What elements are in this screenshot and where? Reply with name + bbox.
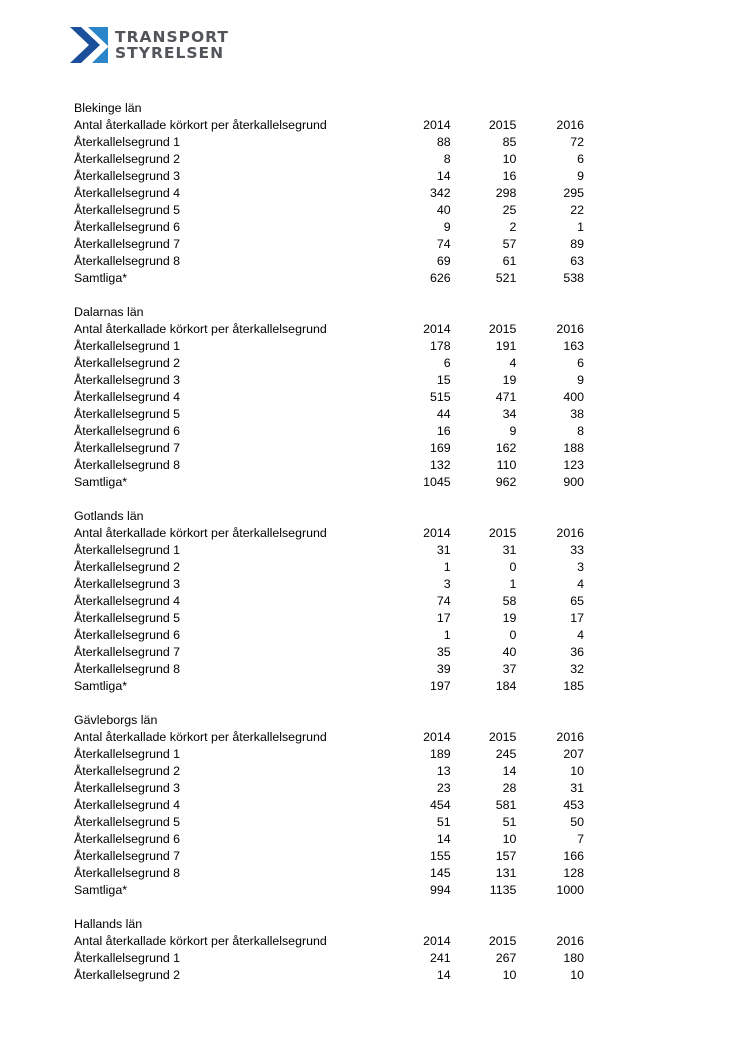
- row-label: Samtliga*: [74, 679, 128, 693]
- row-value: 23: [436, 781, 451, 795]
- row-value: 34: [502, 407, 517, 421]
- year-header: 2015: [488, 118, 517, 132]
- row-value: 88: [436, 135, 451, 149]
- table-row: [74, 559, 584, 576]
- row-value: 4: [509, 356, 517, 370]
- row-label: Återkallelsegrund 5: [74, 611, 181, 625]
- year-header: 2016: [556, 118, 584, 132]
- table-row: [74, 950, 584, 967]
- table-row: [74, 270, 584, 287]
- row-value: 69: [436, 254, 451, 268]
- row-value: 74: [436, 594, 451, 608]
- table-header-row: [74, 729, 584, 746]
- row-label: Återkallelsegrund 3: [74, 781, 181, 795]
- row-label: Återkallelsegrund 6: [74, 628, 181, 642]
- table-row: [74, 134, 584, 151]
- county-title: [74, 916, 584, 933]
- county-section: [74, 508, 584, 695]
- table-header-row: [74, 117, 584, 134]
- row-value: 295: [563, 186, 584, 200]
- row-value: 166: [563, 849, 584, 863]
- row-value: 89: [570, 237, 584, 251]
- row-value: 471: [495, 390, 517, 404]
- table-row: [74, 338, 584, 355]
- table-row: [74, 219, 584, 236]
- row-value: 9: [577, 169, 584, 183]
- row-value: 626: [430, 271, 451, 285]
- row-value: 51: [436, 815, 451, 829]
- row-value: 298: [495, 186, 517, 200]
- row-value: 74: [436, 237, 451, 251]
- row-value: 14: [436, 968, 451, 982]
- row-value: 85: [502, 135, 517, 149]
- county-section: [74, 304, 584, 491]
- table-row: [74, 202, 584, 219]
- year-header: 2016: [556, 322, 584, 336]
- county-title: [74, 712, 584, 729]
- row-value: 2: [509, 220, 517, 234]
- row-label: Återkallelsegrund 5: [74, 407, 181, 421]
- row-value: 163: [563, 339, 584, 353]
- table-row: [74, 627, 584, 644]
- year-header: 2015: [488, 730, 517, 744]
- table-row: [74, 457, 584, 474]
- row-value: 17: [570, 611, 584, 625]
- statistics-content: [74, 100, 584, 1001]
- table-row: [74, 814, 584, 831]
- row-value: 35: [436, 645, 451, 659]
- county-title: [74, 508, 584, 525]
- row-value: 4: [577, 628, 584, 642]
- row-value: 4: [577, 577, 584, 591]
- row-label: Samtliga*: [74, 271, 128, 285]
- row-value: 180: [563, 951, 584, 965]
- table-row: [74, 661, 584, 678]
- row-label: Återkallelsegrund 4: [74, 594, 181, 608]
- table-row: [74, 423, 584, 440]
- row-label: Återkallelsegrund 2: [74, 356, 181, 370]
- row-value: 162: [495, 441, 517, 455]
- logo-wordmark: [115, 29, 229, 61]
- row-value: 169: [430, 441, 451, 455]
- row-label: Återkallelsegrund 5: [74, 815, 181, 829]
- row-value: 1000: [556, 883, 584, 897]
- row-value: 900: [563, 475, 584, 489]
- year-header: 2016: [556, 934, 584, 948]
- row-value: 454: [430, 798, 451, 812]
- county-name: Dalarnas län: [74, 305, 144, 319]
- row-label: Återkallelsegrund 1: [74, 951, 181, 965]
- row-value: 994: [430, 883, 451, 897]
- row-value: 9: [509, 424, 517, 438]
- row-value: 197: [430, 679, 451, 693]
- row-value: 123: [563, 458, 584, 472]
- row-value: 1045: [423, 475, 451, 489]
- row-value: 0: [509, 560, 517, 574]
- county-name: Blekinge län: [74, 101, 142, 115]
- row-label: Återkallelsegrund 2: [74, 764, 181, 778]
- header-label: Antal återkallade körkort per återkallelsegrund: [74, 322, 327, 336]
- table-row: [74, 865, 584, 882]
- row-value: 22: [570, 203, 584, 217]
- row-value: 178: [430, 339, 451, 353]
- row-value: 72: [570, 135, 584, 149]
- county-section: [74, 712, 584, 899]
- row-value: 33: [570, 543, 584, 557]
- row-value: 14: [436, 832, 451, 846]
- row-value: 6: [443, 356, 451, 370]
- table-row: [74, 372, 584, 389]
- row-value: 1: [509, 577, 517, 591]
- row-value: 14: [436, 169, 451, 183]
- year-header: 2014: [423, 322, 451, 336]
- table-row: [74, 389, 584, 406]
- row-value: 110: [496, 458, 517, 472]
- row-value: 6: [577, 152, 584, 166]
- row-label: Återkallelsegrund 4: [74, 186, 181, 200]
- row-label: Återkallelsegrund 7: [74, 645, 181, 659]
- header-label: Antal återkallade körkort per återkallelsegrund: [74, 730, 327, 744]
- year-header: 2016: [556, 526, 584, 540]
- row-value: 17: [436, 611, 451, 625]
- row-value: 10: [502, 152, 517, 166]
- year-header: 2015: [488, 934, 517, 948]
- row-value: 1135: [489, 883, 517, 897]
- row-value: 10: [502, 968, 517, 982]
- row-label: Återkallelsegrund 6: [74, 424, 181, 438]
- row-value: 44: [436, 407, 451, 421]
- row-value: 31: [436, 543, 451, 557]
- row-value: 28: [502, 781, 517, 795]
- row-value: 189: [430, 747, 451, 761]
- row-value: 6: [577, 356, 584, 370]
- row-value: 14: [502, 764, 517, 778]
- row-value: 36: [570, 645, 584, 659]
- row-value: 13: [436, 764, 451, 778]
- table-row: [74, 610, 584, 627]
- row-value: 538: [563, 271, 584, 285]
- table-row: [74, 763, 584, 780]
- table-row: [74, 678, 584, 695]
- row-value: 188: [563, 441, 584, 455]
- row-value: 185: [563, 679, 584, 693]
- county-name: Gotlands län: [74, 509, 144, 523]
- row-value: 453: [563, 798, 584, 812]
- year-header: 2015: [488, 322, 517, 336]
- row-label: Återkallelsegrund 7: [74, 441, 181, 455]
- county-section: [74, 916, 584, 984]
- table-row: [74, 831, 584, 848]
- row-label: Återkallelsegrund 7: [74, 849, 181, 863]
- county-title: [74, 100, 584, 117]
- row-value: 19: [502, 373, 517, 387]
- row-value: 9: [443, 220, 451, 234]
- table-row: [74, 474, 584, 491]
- row-value: 184: [495, 679, 517, 693]
- header-label: Antal återkallade körkort per återkallelsegrund: [74, 934, 327, 948]
- row-value: 40: [502, 645, 517, 659]
- row-value: 962: [495, 475, 517, 489]
- table-row: [74, 542, 584, 559]
- table-row: [74, 151, 584, 168]
- year-header: 2014: [423, 526, 451, 540]
- table-row: [74, 406, 584, 423]
- year-header: 2016: [556, 730, 584, 744]
- row-value: 37: [502, 662, 517, 676]
- row-value: 145: [430, 866, 451, 880]
- row-label: Återkallelsegrund 1: [74, 543, 181, 557]
- table-row: [74, 253, 584, 270]
- row-value: 15: [436, 373, 451, 387]
- row-value: 65: [570, 594, 584, 608]
- row-value: 7: [577, 832, 584, 846]
- row-value: 3: [577, 560, 584, 574]
- row-label: Återkallelsegrund 5: [74, 203, 181, 217]
- table-header-row: [74, 525, 584, 542]
- table-row: [74, 882, 584, 899]
- table-header-row: [74, 321, 584, 338]
- row-label: Återkallelsegrund 1: [74, 747, 181, 761]
- row-value: 9: [577, 373, 584, 387]
- row-value: 16: [502, 169, 517, 183]
- table-row: [74, 644, 584, 661]
- row-value: 50: [570, 815, 584, 829]
- row-label: Återkallelsegrund 8: [74, 254, 181, 268]
- row-label: Återkallelsegrund 7: [74, 237, 181, 251]
- row-value: 267: [495, 951, 517, 965]
- table-row: [74, 780, 584, 797]
- row-value: 10: [502, 832, 517, 846]
- transportstyrelsen-logo: [70, 27, 229, 63]
- row-label: Återkallelsegrund 1: [74, 339, 181, 353]
- table-row: [74, 236, 584, 253]
- row-label: Återkallelsegrund 8: [74, 866, 181, 880]
- row-value: 61: [502, 254, 517, 268]
- row-value: 241: [430, 951, 451, 965]
- row-label: Återkallelsegrund 8: [74, 458, 181, 472]
- row-value: 128: [563, 866, 584, 880]
- table-row: [74, 576, 584, 593]
- county-name: Hallands län: [74, 917, 143, 931]
- row-label: Återkallelsegrund 1: [74, 135, 181, 149]
- row-value: 31: [570, 781, 584, 795]
- row-label: Återkallelsegrund 8: [74, 662, 181, 676]
- table-row: [74, 185, 584, 202]
- row-value: 16: [436, 424, 451, 438]
- table-row: [74, 848, 584, 865]
- row-value: 207: [563, 747, 584, 761]
- header-label: Antal återkallade körkort per återkallelsegrund: [74, 118, 327, 132]
- row-value: 581: [495, 798, 517, 812]
- row-value: 40: [436, 203, 451, 217]
- table-row: [74, 967, 584, 984]
- row-label: Återkallelsegrund 2: [74, 968, 181, 982]
- county-section: [74, 100, 584, 287]
- row-value: 38: [570, 407, 584, 421]
- row-value: 1: [443, 628, 451, 642]
- row-label: Återkallelsegrund 2: [74, 152, 181, 166]
- row-value: 157: [495, 849, 517, 863]
- row-label: Återkallelsegrund 6: [74, 220, 181, 234]
- row-value: 0: [509, 628, 517, 642]
- header-label: Antal återkallade körkort per återkallelsegrund: [74, 526, 327, 540]
- row-label: Återkallelsegrund 3: [74, 169, 181, 183]
- row-value: 521: [495, 271, 517, 285]
- row-value: 63: [570, 254, 584, 268]
- table-row: [74, 797, 584, 814]
- year-header: 2015: [488, 526, 517, 540]
- logo-line-1: TRANSPORT: [115, 28, 229, 46]
- row-value: 32: [570, 662, 584, 676]
- table-row: [74, 746, 584, 763]
- table-header-row: [74, 933, 584, 950]
- row-value: 10: [570, 764, 584, 778]
- row-value: 342: [430, 186, 451, 200]
- year-header: 2014: [423, 730, 451, 744]
- logo-mark-icon: [70, 27, 108, 63]
- row-value: 155: [430, 849, 451, 863]
- row-value: 131: [495, 866, 517, 880]
- row-label: Återkallelsegrund 4: [74, 798, 181, 812]
- row-value: 132: [430, 458, 451, 472]
- table-row: [74, 440, 584, 457]
- row-value: 8: [577, 424, 584, 438]
- county-name: Gävleborgs län: [74, 713, 158, 727]
- row-value: 51: [502, 815, 517, 829]
- logo-line-2: STYRELSEN: [115, 44, 225, 62]
- row-value: 19: [502, 611, 517, 625]
- row-label: Samtliga*: [74, 475, 128, 489]
- row-value: 31: [502, 543, 517, 557]
- row-label: Återkallelsegrund 3: [74, 373, 181, 387]
- year-header: 2014: [423, 118, 451, 132]
- row-value: 58: [502, 594, 517, 608]
- row-label: Samtliga*: [74, 883, 128, 897]
- table-row: [74, 355, 584, 372]
- county-title: [74, 304, 584, 321]
- row-value: 10: [570, 968, 584, 982]
- row-value: 3: [443, 577, 451, 591]
- year-header: 2014: [423, 934, 451, 948]
- table-row: [74, 168, 584, 185]
- row-value: 1: [577, 220, 584, 234]
- row-value: 8: [443, 152, 451, 166]
- row-value: 400: [563, 390, 584, 404]
- row-value: 39: [436, 662, 451, 676]
- row-value: 1: [443, 560, 451, 574]
- row-value: 515: [430, 390, 451, 404]
- row-value: 191: [495, 339, 517, 353]
- row-label: Återkallelsegrund 3: [74, 577, 181, 591]
- table-row: [74, 593, 584, 610]
- row-label: Återkallelsegrund 2: [74, 560, 181, 574]
- row-value: 57: [502, 237, 517, 251]
- row-value: 25: [502, 203, 517, 217]
- row-value: 245: [495, 747, 517, 761]
- row-label: Återkallelsegrund 6: [74, 832, 181, 846]
- row-label: Återkallelsegrund 4: [74, 390, 181, 404]
